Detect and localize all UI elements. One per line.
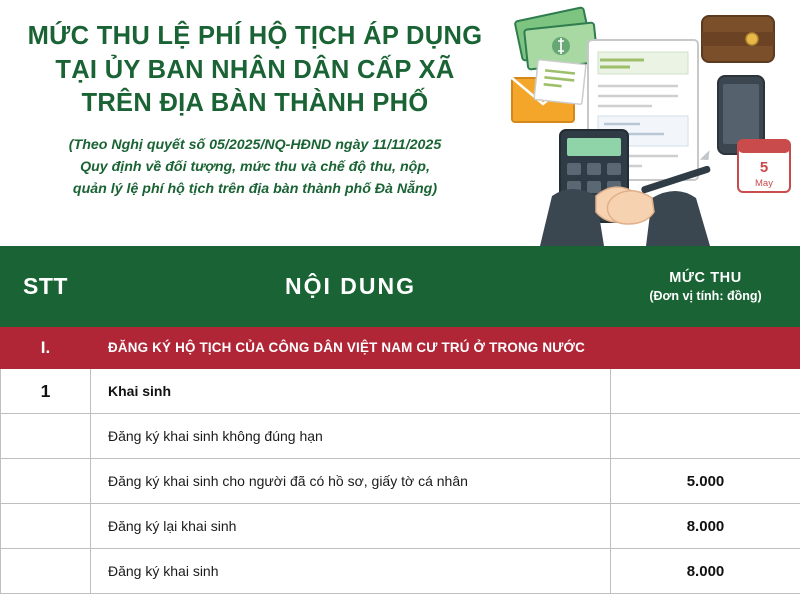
column-header-stt-label: STT xyxy=(23,273,68,299)
row-index xyxy=(1,459,91,504)
row-index: 1 xyxy=(1,369,91,414)
column-header-noidung xyxy=(91,247,611,327)
fees-table-wrap xyxy=(0,246,800,594)
row-content: Đăng ký khai sinh cho người đã có hồ sơ, giấy tờ cá nhân xyxy=(91,459,611,504)
page-title-line-3: TRÊN ĐỊA BÀN THÀNH PHỐ xyxy=(81,89,429,118)
row-amount: 8.000 xyxy=(611,549,800,594)
row-amount xyxy=(611,369,800,414)
table-row xyxy=(1,504,800,549)
hands-icon xyxy=(540,187,710,246)
table-row xyxy=(1,459,800,504)
header xyxy=(0,0,800,246)
row-amount: 8.000 xyxy=(611,504,800,549)
row-content: Đăng ký khai sinh không đúng hạn xyxy=(91,414,611,459)
table-row xyxy=(1,414,800,459)
wallet-icon xyxy=(702,16,774,62)
calendar-day: 5 xyxy=(759,159,769,176)
page-title-line-2: TẠI ỦY BAN NHÂN DÂN CẤP XÃ xyxy=(55,55,455,84)
row-amount xyxy=(611,414,800,459)
row-content: Đăng ký khai sinh xyxy=(91,549,611,594)
row-amount: 5.000 xyxy=(611,459,800,504)
money-bills-icon xyxy=(515,7,598,69)
subtitle-line-1: (Theo Nghị quyết số 05/2025/NQ-HĐND ngày 11/11/2025 xyxy=(68,136,442,153)
subtitle-line-3: quản lý lệ phí hộ tịch trên địa bàn thành phố Đà Nẵng) xyxy=(72,180,438,197)
column-header-mucthu-unit: (Đơn vị tính: đồng) xyxy=(649,289,762,303)
column-header-stt xyxy=(1,247,91,327)
row-index xyxy=(1,549,91,594)
subtitle-block xyxy=(0,134,510,200)
envelope-icon xyxy=(512,60,586,122)
subtitle-line-2: Quy định về đối tượng, mức thu và chế độ thu, nộp, xyxy=(80,158,430,175)
row-content: ĐĂNG KÝ HỘ TỊCH CỦA CÔNG DÂN VIỆT NAM CƯ TRÚ Ở TRONG NƯỚC xyxy=(91,327,611,369)
row-content: Khai sinh xyxy=(91,369,611,414)
row-index xyxy=(1,504,91,549)
table-row xyxy=(1,549,800,594)
row-index: I. xyxy=(1,327,91,369)
table-row xyxy=(1,369,800,414)
column-header-noidung-label: NỘI DUNG xyxy=(285,273,416,299)
header-illustration xyxy=(500,0,800,246)
column-header-mucthu xyxy=(611,247,800,327)
fees-table xyxy=(0,246,800,594)
page-title-line-1: MỨC THU LỆ PHÍ HỘ TỊCH ÁP DỤNG xyxy=(27,22,483,50)
table-header-row xyxy=(1,247,800,327)
row-amount xyxy=(611,327,800,369)
row-content: Đăng ký lại khai sinh xyxy=(91,504,611,549)
row-index xyxy=(1,414,91,459)
column-header-mucthu-label: MỨC THU xyxy=(669,270,742,286)
calendar-icon xyxy=(738,140,790,192)
title-block xyxy=(0,20,510,200)
table-row xyxy=(1,327,800,369)
calendar-month: May xyxy=(755,178,773,189)
